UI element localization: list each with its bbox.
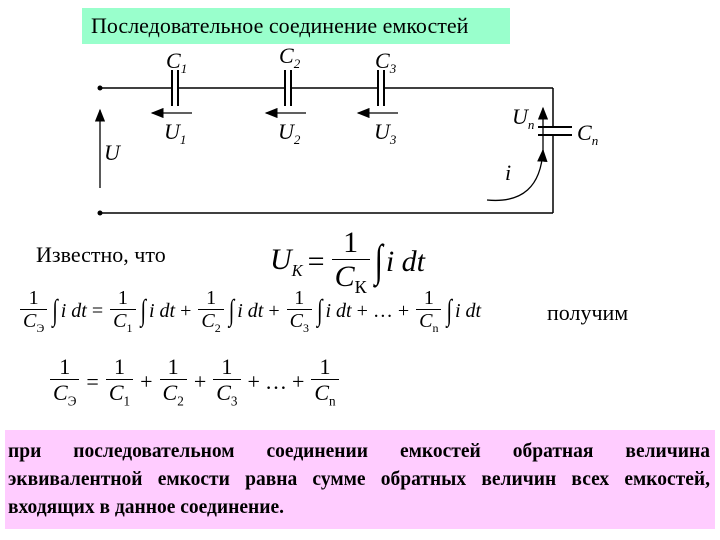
label-u2: $U_2$ bbox=[278, 119, 301, 147]
label-c1: $C_1$ bbox=[166, 48, 188, 76]
formula-eq: = bbox=[307, 244, 325, 278]
equation-integrals: $\frac{1}{C_Э}$ ∫ i dt = $\frac{1}{C_1}$ ∫ i dt + $\frac{1}{C_2}$ ∫ i dt + $\frac{1}{C_3}$ ∫ i dt + … + $\frac{1}{C_n}$ ∫ i dt bbox=[18, 287, 481, 336]
frac-cn: $\frac{1}{C_n}$ bbox=[416, 287, 441, 336]
frac-c1: $\frac{1}{C_1}$ bbox=[110, 287, 135, 336]
label-cn: $C_n$ bbox=[577, 120, 599, 148]
label-u: U bbox=[104, 140, 120, 165]
terminal-bottom bbox=[98, 211, 103, 216]
label-i: i bbox=[505, 160, 512, 185]
page-title: Последовательное соединение емкостей bbox=[82, 8, 510, 44]
circuit-diagram bbox=[0, 0, 720, 230]
frac-c3-2: $\frac{1}{C_3}$ bbox=[213, 355, 240, 409]
label-c3: $C_3$ bbox=[375, 48, 397, 76]
label-c2: $C_2$ bbox=[279, 43, 301, 71]
frac-c2-2: $\frac{1}{C_2}$ bbox=[160, 355, 187, 409]
integrand: i dt bbox=[385, 244, 425, 278]
current-arrow-i bbox=[487, 150, 543, 200]
known-text: Известно, что bbox=[36, 242, 166, 267]
terminal-top bbox=[98, 86, 103, 91]
formula-frac: $\frac{1}{C_К}$ bbox=[332, 226, 370, 298]
frac-c1-2: $\frac{1}{C_1}$ bbox=[106, 355, 133, 409]
conclusion-box: при последовательном соединении емкостей обратная величина эквивалентной емкости равна сумме обратных величин всех емкостей, входящих в данное соединение. bbox=[5, 430, 715, 529]
frac-cn-2: $\frac{1}{C_n}$ bbox=[311, 355, 338, 409]
label-un: $U_n$ bbox=[512, 104, 535, 132]
frac-ce: $\frac{1}{C_Э}$ bbox=[20, 287, 47, 336]
formula-lhs: $U_К$ bbox=[270, 242, 303, 280]
frac-ce-2: $\frac{1}{C_Э}$ bbox=[50, 355, 79, 409]
get-text: получим bbox=[547, 300, 629, 325]
integral-symbol: ∫ bbox=[374, 236, 383, 286]
label-u3: $U_3$ bbox=[374, 119, 397, 147]
frac-c2: $\frac{1}{C_2}$ bbox=[198, 287, 223, 336]
frac-c3: $\frac{1}{C_3}$ bbox=[287, 287, 312, 336]
equation-reciprocal: $\frac{1}{C_Э}$ = $\frac{1}{C_1}$ + $\frac{1}{C_2}$ + $\frac{1}{C_3}$ + … + $\frac{1}{C_n}$ bbox=[48, 355, 341, 409]
label-u1: $U_1$ bbox=[164, 119, 187, 147]
